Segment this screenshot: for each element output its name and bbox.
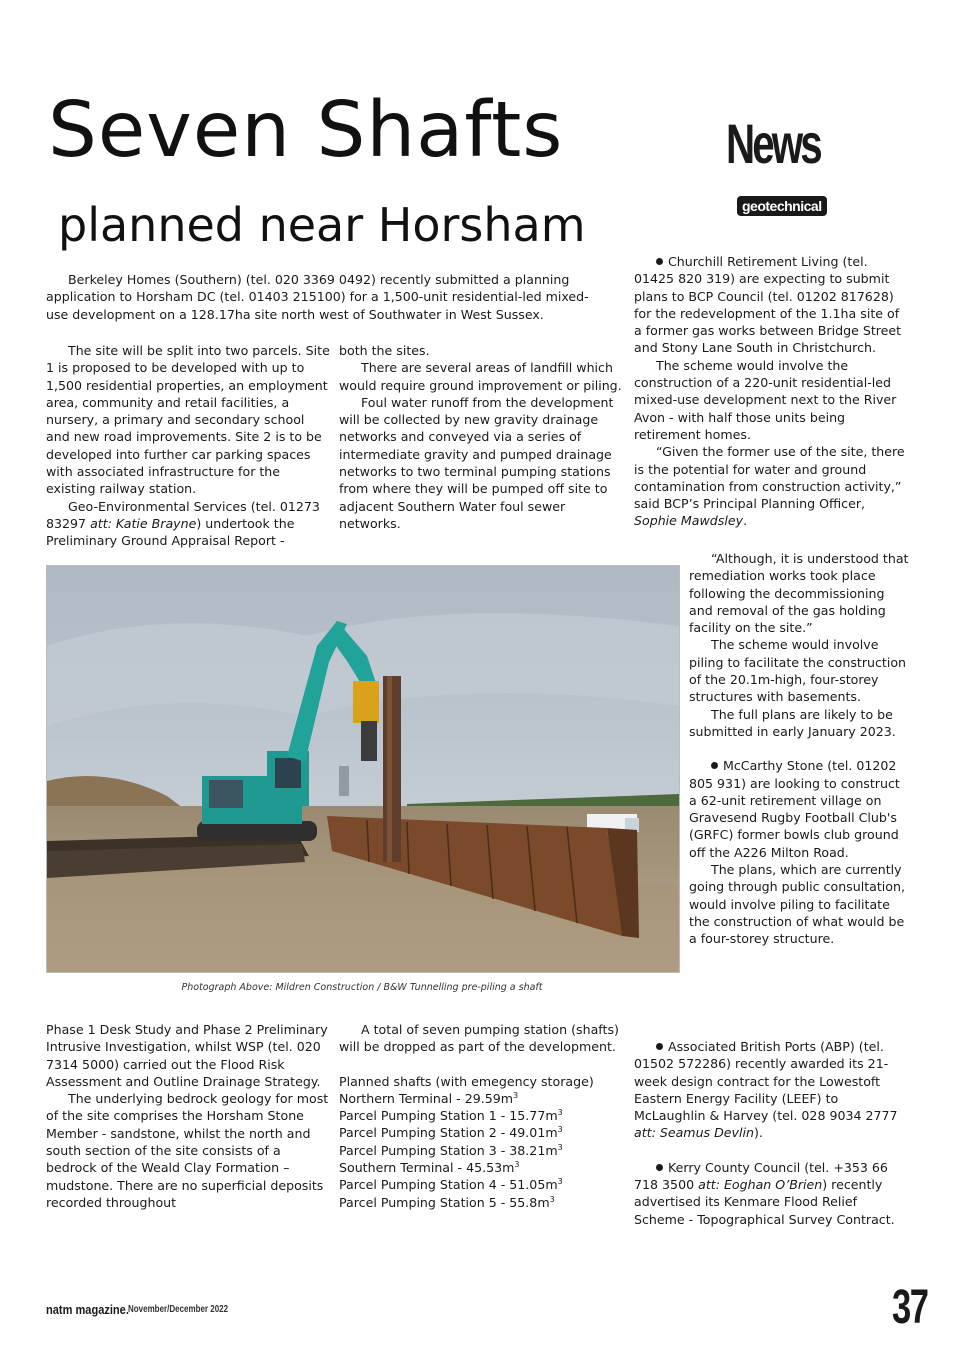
- kerry-text: Kerry County Council (tel. +353 66 718 3500: [634, 1159, 888, 1193]
- shaft-item: Parcel Pumping Station $3 - 38.21m^3$: [339, 1142, 563, 1158]
- intro-paragraph: [46, 271, 606, 323]
- shaft-name: Parcel Pumping Station 2: [339, 1125, 497, 1141]
- shaft-volume: 38.21m: [509, 1142, 558, 1158]
- column-3-lower: [634, 1038, 906, 1228]
- shaft-volume: 15.77m: [509, 1108, 558, 1124]
- spacer: [689, 740, 909, 757]
- shaft-item: Parcel Pumping Station $2 - 49.01m^3$: [339, 1125, 563, 1141]
- shaft-volume: 51.05m: [509, 1177, 558, 1193]
- section-heading: News: [726, 112, 820, 175]
- shaft-item: Parcel Pumping Station $1 - 15.77m^3$: [339, 1108, 563, 1124]
- shaft-name: Parcel Pumping Station 3: [339, 1142, 497, 1158]
- unit-superscript: 3: [549, 1194, 555, 1204]
- bottom1-paragraph-1: Phase 1 Desk Study and Phase 2 Preliminary Intrusive Investigation, whilst WSP (tel. 020 7314 5000) carried out the Flood Risk Assessment and Outline Drainage Strategy.: [46, 1022, 328, 1089]
- unit-superscript: 3: [514, 1159, 520, 1169]
- abp-contact: att: Seamus Devlin: [634, 1125, 754, 1141]
- shaft-name: Parcel Pumping Station 1: [339, 1108, 497, 1124]
- unit-superscript: 3: [557, 1142, 563, 1152]
- shaft-name: Southern Terminal: [339, 1160, 454, 1176]
- churchill-officer-name: Sophie Mawdsley: [634, 513, 744, 529]
- shaft-name: Northern Terminal: [339, 1090, 453, 1106]
- mccarthy-text-1: McCarthy Stone (tel. 01202 805 931) are looking to construct a 62-unit retirement village on Gravesend Rugby Football Club's (GRFC) former bowls club ground off the A226 Milton Road.: [689, 758, 900, 860]
- bullet-icon: [656, 258, 663, 265]
- spacer: [634, 1142, 906, 1159]
- unit-superscript: 3: [557, 1108, 563, 1117]
- col1-paragraph-1: The site will be split into two parcels. Site 1 is proposed to be developed with up to 1,500 residential properties, an employment area, community and retail facilities, a nursery, a primary and secondary school and new road improvements. Site 2 is to be developed into further car parking spaces with associated infrastructure for the existing railway station.: [46, 343, 330, 497]
- churchill-paragraph-2: The scheme would involve the construction of a 220-unit residential-led mixed-use development next to the River Avon - with half those units being retirement homes.: [634, 357, 897, 442]
- shafts-heading: Planned shafts (with emegency storage): [339, 1073, 594, 1089]
- issue-date: November/December 2022: [128, 1304, 229, 1315]
- churchill-paragraph-4: “Although, it is understood that remediation works took place following the decommissioning and removal of the gas holding facility on the site.”: [689, 551, 909, 636]
- bullet-icon: [711, 762, 718, 769]
- mccarthy-paragraph-1: [689, 757, 909, 861]
- shaft-item: Southern Terminal - $45.53m^3$: [339, 1159, 520, 1176]
- abp-text: Associated British Ports (ABP) (tel. 01502 572286) recently awarded its 21-week design contract for the Lowestoft Eastern Energy Facility (LEEF) to McLaughlin & Harvey (tel. 028 9034 2777: [634, 1039, 898, 1124]
- article-subtitle: planned near Horsham: [58, 198, 586, 252]
- shaft-volume: 45.53m: [466, 1160, 515, 1176]
- column-3: [634, 253, 906, 530]
- article-title: Seven Shafts: [48, 86, 564, 175]
- churchill-text-1: Churchill Retirement Living (tel. 01425 820 319) are expecting to submit plans to BCP Council (tel. 01202 817628) for the redevelopment of the 1.1ha site of a former gas works between Bridge Street and Stony Lane South in Christchurch.: [634, 254, 902, 356]
- excavator-photo: [46, 565, 680, 973]
- bullet-icon: [656, 1043, 663, 1050]
- column-2: [339, 342, 624, 532]
- col1-p2-start: Geo-Environmental Services (tel. 01273 83297: [46, 498, 320, 531]
- bottom2-paragraph-1: A total of seven pumping station (shafts) will be dropped as part of the development.: [339, 1022, 619, 1055]
- column-1-continued: [46, 1021, 331, 1211]
- photo-caption: Photograph Above: Mildren Construction / B&W Tunnelling pre-piling a shaft: [181, 982, 543, 993]
- churchill-quote-end: .: [743, 513, 748, 529]
- bullet-icon: [656, 1164, 663, 1171]
- abp-paragraph: [634, 1038, 906, 1142]
- mccarthy-paragraph-2: The plans, which are currently going through public consultation, would involve piling to facilitate the construction of what would be a four-storey structure.: [689, 862, 905, 947]
- column-3-narrow: [689, 550, 909, 948]
- spacer: [339, 1056, 624, 1073]
- shaft-volume: 29.59m: [464, 1090, 514, 1106]
- category-badge: geotechnical: [737, 196, 827, 216]
- column-2-continued: [339, 1021, 624, 1211]
- col1-p2-contact: att: Katie Brayne: [90, 515, 197, 531]
- column-1: [46, 342, 331, 550]
- kerry-text-end: ) recently advertised its Kenmare Flood Relief Scheme - Topographical Survey Contract.: [634, 1177, 895, 1227]
- col2-paragraph-1: both the sites.: [339, 343, 430, 358]
- col1-paragraph-2: [46, 498, 331, 550]
- unit-superscript: 3: [557, 1177, 563, 1187]
- unit-superscript: 3: [513, 1090, 519, 1100]
- shaft-name: Parcel Pumping Station 4: [339, 1177, 497, 1193]
- col2-paragraph-3: Foul water runoff from the development will be collected by new gravity drainage networks and conveyed via a series of intermediate gravity and pumped drainage networks to two terminal pumping stations from where they will be pumped off site to adjacent Southern Water foul sewer networks.: [339, 394, 614, 531]
- kerry-paragraph: [634, 1159, 906, 1228]
- bottom1-paragraph-2: The underlying bedrock geology for most of the site comprises the Horsham Stone Member - sandstone, whilst the north and south section of the site consists of a bedrock of the Weald Clay Formation – mudstone. There are no superficial deposits recorded throughout: [46, 1091, 329, 1210]
- churchill-paragraph-1: [634, 253, 906, 357]
- photo-illustration: [47, 566, 679, 972]
- shaft-volume: 55.8m: [509, 1194, 550, 1210]
- shaft-item: Parcel Pumping Station $5 - 55.8m^3$: [339, 1194, 555, 1210]
- unit-superscript: 3: [557, 1125, 563, 1135]
- churchill-paragraph-6: The full plans are likely to be submitted in early January 2023.: [689, 706, 896, 739]
- shaft-volume: 49.01m: [509, 1125, 558, 1141]
- magazine-name: natm magazine.: [46, 1302, 129, 1317]
- page-number: 37: [892, 1281, 928, 1334]
- shaft-item: Northern Terminal - $29.59m^3$: [339, 1090, 519, 1106]
- shaft-name: Parcel Pumping Station 5: [339, 1194, 497, 1210]
- kerry-contact: att: Eoghan O’Brien: [698, 1177, 823, 1193]
- churchill-paragraph-3: [634, 443, 906, 529]
- abp-text-end: ).: [754, 1125, 763, 1141]
- churchill-quote: “Given the former use of the site, there is the potential for water and ground contamination from construction activity,” said BCP’s Principal Planning Officer,: [634, 444, 905, 512]
- shaft-item: Parcel Pumping Station $4 - 51.05m^3$: [339, 1177, 563, 1193]
- col1-p2-end: ) undertook the Preliminary Ground Appraisal Report -: [46, 515, 295, 549]
- churchill-paragraph-5: The scheme would involve piling to facilitate the construction of the 20.1m-high, four-storey structures with basements.: [689, 637, 907, 705]
- col2-paragraph-2: There are several areas of landfill which would require ground improvement or piling.: [339, 360, 622, 393]
- intro-text: Berkeley Homes (Southern) (tel. 020 3369 0492) recently submitted a planning application to Horsham DC (tel. 01403 215100) for a 1,500-unit residential-led mixed-use development on a 128.17ha site north west of Southwater in West Sussex.: [46, 272, 589, 322]
